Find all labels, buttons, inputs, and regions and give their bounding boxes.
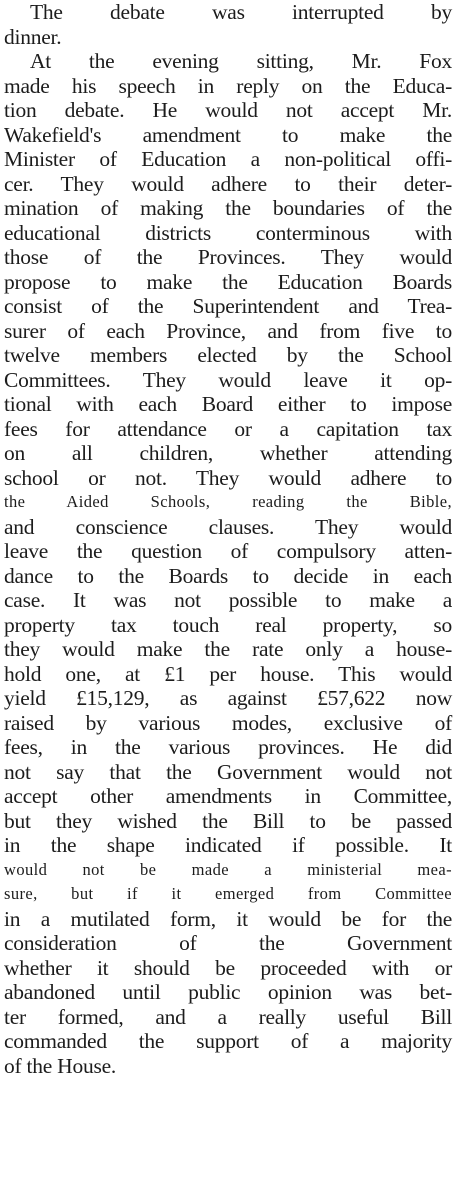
text-line: property tax touch real property, so: [4, 612, 452, 637]
text-line: dinner.: [4, 24, 62, 49]
text-line: case. It was not possible to make a: [4, 588, 452, 612]
text-line: in a mutilated form, it would be for the: [4, 906, 452, 931]
text-line: school or not. They would adhere to: [4, 465, 452, 490]
text-line: Committees. They would leave it op-: [4, 367, 452, 392]
text-line: and conscience clauses. They would: [4, 514, 452, 539]
newspaper-column: [4, 0, 452, 1078]
text-line: cer. They would adhere to their deter-: [4, 171, 452, 196]
text-line: mination of making the boundaries of the: [4, 196, 452, 220]
text-line: consideration of the Government: [4, 931, 452, 955]
text-line: commanded the support of a majority: [4, 1029, 452, 1053]
text-line: of the House.: [4, 1053, 116, 1078]
text-line: abandoned until public opinion was bet-: [4, 980, 452, 1004]
text-line: the Aided Schools, reading the Bible,: [4, 492, 452, 511]
paragraph-evening-sitting: [4, 49, 452, 1078]
text-line: those of the Provinces. They would: [4, 245, 452, 269]
text-line: made his speech in reply on the Educa-: [4, 73, 452, 98]
paragraph-interruption: [4, 0, 452, 49]
text-line: educational districts conterminous with: [4, 220, 452, 245]
text-line: yield £15,129, as against £57,622 now: [4, 686, 452, 710]
text-line: consist of the Superintendent and Trea-: [4, 294, 452, 318]
text-line: accept other amendments in Committee,: [4, 784, 452, 808]
text-line: propose to make the Education Boards: [4, 269, 452, 294]
text-line: hold one, at £1 per house. This would: [4, 661, 452, 686]
text-line: tional with each Board either to impose: [4, 392, 452, 416]
text-line: in the shape indicated if possible. It: [4, 833, 452, 857]
text-line: ter formed, and a really useful Bill: [4, 1004, 452, 1029]
text-line: tion debate. He would not accept Mr.: [4, 98, 452, 122]
text-line: The debate was interrupted by: [30, 0, 452, 24]
text-line: dance to the Boards to decide in each: [4, 563, 452, 588]
text-line: surer of each Province, and from five to: [4, 318, 452, 343]
text-line: they would make the rate only a house-: [4, 637, 452, 661]
text-line: leave the question of compulsory atten-: [4, 539, 452, 563]
text-line: on all children, whether attending: [4, 441, 452, 465]
text-line: whether it should be proceeded with or: [4, 955, 452, 980]
text-line: At the evening sitting, Mr. Fox: [30, 49, 452, 73]
text-line: not say that the Government would not: [4, 759, 452, 784]
text-line: Wakefield's amendment to make the: [4, 122, 452, 147]
text-line: Minister of Education a non-political offi-: [4, 147, 452, 171]
text-line: twelve members elected by the School: [4, 343, 452, 367]
text-line: but they wished the Bill to be passed: [4, 808, 452, 833]
text-line: fees, in the various provinces. He did: [4, 735, 452, 759]
text-line: fees for attendance or a capitation tax: [4, 416, 452, 441]
text-line: raised by various modes, exclusive of: [4, 710, 452, 735]
text-line: sure, but if it emerged from Committee: [4, 884, 452, 903]
text-line: would not be made a ministerial mea-: [4, 859, 452, 879]
